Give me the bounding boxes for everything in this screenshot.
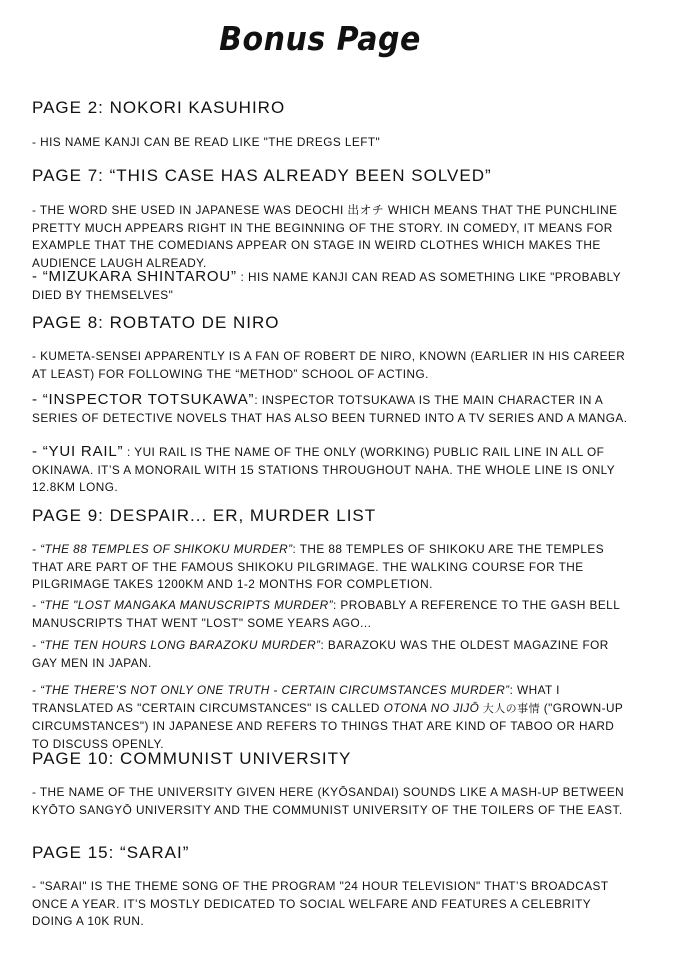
note-88-temples xyxy=(32,541,632,594)
section-heading-page-8: PAGE 8: ROBTATO DE NIRO xyxy=(32,313,280,332)
note-text: : INSPECTOR TOTSUKAWA IS THE MAIN CHARACTER IN A SERIES OF DETECTIVE NOVELS THAT HAS ALSO BEEN TURNED INTO A TV SERIES AND A MANGA. xyxy=(32,393,628,425)
note-sarai: - "SARAI" IS THE THEME SONG OF THE PROGRAM "24 HOUR TELEVISION" THAT’S BROADCAST ONCE A YEAR. IT’S MOSTLY DEDICATED TO SOCIAL WELFARE AND FEATURES A CELEBRITY DOING A 10K RUN. xyxy=(32,879,609,929)
note-italic-term: OTONA NO JIJŌ xyxy=(383,700,480,715)
note-term: - “THE THERE’S NOT ONLY ONE TRUTH - CERTAIN CIRCUMSTANCES MURDER” xyxy=(32,683,510,697)
page-title: Bonus Page xyxy=(219,20,421,59)
note-text: : HIS NAME KANJI CAN READ AS SOMETHING LIKE "PROBABLY DIED BY THEMSELVES" xyxy=(32,270,621,302)
note-nokori-kasuhiro: - HIS NAME KANJI CAN BE READ LIKE "THE DREGS LEFT" xyxy=(32,135,381,149)
note-inspector-totsukawa xyxy=(32,391,632,427)
note-text: : PROBABLY A REFERENCE TO THE GASH BELL MANUSCRIPTS THAT WENT "LOST" SOME YEARS AGO... xyxy=(32,598,620,630)
note-text: : WHAT I TRANSLATED AS "CERTAIN CIRCUMSTANCES" IS CALLED xyxy=(32,683,560,715)
note-text: ("GROWN-UP CIRCUMSTANCES") IN JAPANESE AND REFERS TO THINGS THAT ARE KIND OF TABOO OR HARD TO DISCUSS OPENLY. xyxy=(32,700,624,751)
section-heading-page-9: PAGE 9: DESPAIR... ER, MURDER LIST xyxy=(32,506,377,525)
note-term: - “THE 88 TEMPLES OF SHIKOKU MURDER” xyxy=(32,542,293,556)
section-heading-page-15: PAGE 15: “SARAI” xyxy=(32,843,190,862)
note-mizukara-shintarou xyxy=(32,268,632,304)
section-heading-page-2: PAGE 2: NOKORI KASUHIRO xyxy=(32,98,286,117)
note-term: - “INSPECTOR TOTSUKAWA” xyxy=(32,391,255,408)
section-heading-page-7: PAGE 7: “THIS CASE HAS ALREADY BEEN SOLVED” xyxy=(32,166,492,185)
note-japanese: 大人の事情 xyxy=(479,702,541,715)
note-term: - “MIZUKARA SHINTAROU” xyxy=(32,268,237,285)
note-kyosandai: - THE NAME OF THE UNIVERSITY GIVEN HERE (KYŌSANDAI) SOUNDS LIKE A MASH-UP BETWEEN KYŌTO SANGYŌ UNIVERSITY AND THE COMMUNIST UNIVERSITY OF THE TOILERS OF THE EAST. xyxy=(32,785,625,817)
note-term: - “THE "LOST MANGAKA MANUSCRIPTS MURDER” xyxy=(32,598,333,612)
note-term: - “THE TEN HOURS LONG BARAZOKU MURDER” xyxy=(32,638,321,652)
note-certain-circumstances xyxy=(32,682,632,753)
note-text: : BARAZOKU WAS THE OLDEST MAGAZINE FOR GAY MEN IN JAPAN. xyxy=(32,638,609,670)
note-barazoku xyxy=(32,637,632,672)
note-deochi: - THE WORD SHE USED IN JAPANESE WAS DEOCHI 出オチ WHICH MEANS THAT THE PUNCHLINE PRETTY MUCH APPEARS RIGHT IN THE BEGINNING OF THE STORY. IN COMEDY, IT MEANS FOR EXAMPLE THAT THE COMEDIANS APPEAR ON STAGE IN WEIRD CLOTHES WHICH MAKES THE AUDIENCE LAUGH ALREADY. xyxy=(32,203,618,270)
note-lost-manuscripts xyxy=(32,597,632,632)
section-heading-page-10: PAGE 10: COMMUNIST UNIVERSITY xyxy=(32,749,352,768)
note-yui-rail xyxy=(32,443,632,497)
note-de-niro: - KUMETA-SENSEI APPARENTLY IS A FAN OF ROBERT DE NIRO, KNOWN (EARLIER IN HIS CAREER AT LEAST) FOR FOLLOWING THE “METHOD” SCHOOL OF ACTING. xyxy=(32,349,626,381)
note-text: : THE 88 TEMPLES OF SHIKOKU ARE THE TEMPLES THAT ARE PART OF THE FAMOUS SHIKOKU PILGRIMAGE. THE WALKING COURSE FOR THE PILGRIMAGE TAKES 1200KM AND 1-2 MONTHS FOR COMPLETION. xyxy=(32,542,605,592)
note-term: - “YUI RAIL” xyxy=(32,443,124,460)
note-text: : YUI RAIL IS THE NAME OF THE ONLY (WORKING) PUBLIC RAIL LINE IN ALL OF OKINAWA. IT’S A MONORAIL WITH 15 STATIONS THROUGHOUT NAHA. THE WHOLE LINE IS ONLY 12.8KM LONG. xyxy=(32,445,615,495)
